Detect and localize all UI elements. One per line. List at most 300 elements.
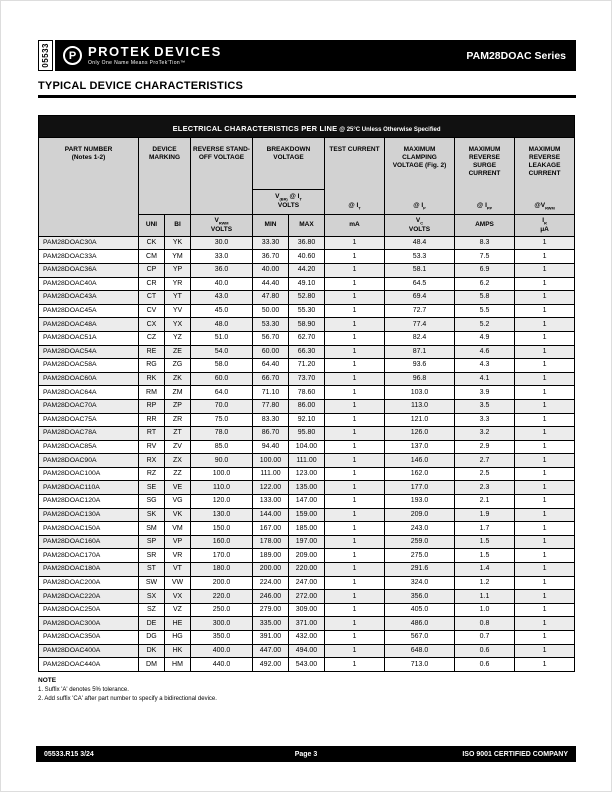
col-header-ir-ua: $I_R$ μA	[515, 214, 575, 236]
part-header-note: (Notes 1-2)	[71, 153, 106, 161]
cell-marking-uni: RE	[139, 345, 165, 359]
cell-surge-current: 2.9	[455, 440, 515, 454]
cell-leakage-current: 1	[515, 603, 575, 617]
cell-breakdown-max: 44.20	[289, 263, 325, 277]
table-row	[39, 563, 575, 577]
cell-breakdown-max: 123.00	[289, 467, 325, 481]
brand-name	[88, 45, 222, 58]
cell-test-current: 1	[325, 386, 385, 400]
cell-surge-current: 7.5	[455, 250, 515, 264]
cell-clamping-voltage: 103.0	[385, 386, 455, 400]
cell-clamping-voltage: 324.0	[385, 576, 455, 590]
cell-marking-bi: VP	[165, 535, 191, 549]
cell-standoff-voltage: 33.0	[191, 250, 253, 264]
cell-clamping-voltage: 405.0	[385, 603, 455, 617]
table-row	[39, 631, 575, 645]
cell-marking-bi: ZP	[165, 399, 191, 413]
cell-marking-bi: VW	[165, 576, 191, 590]
cell-breakdown-min: 178.00	[253, 535, 289, 549]
cell-test-current: 1	[325, 318, 385, 332]
cell-test-current: 1	[325, 304, 385, 318]
cell-marking-uni: RX	[139, 454, 165, 468]
cell-part-number: PAM28DOAC33A	[39, 250, 139, 264]
cell-part-number: PAM28DOAC440A	[39, 658, 139, 672]
table-row	[39, 522, 575, 536]
cell-leakage-current: 1	[515, 440, 575, 454]
cell-marking-uni: SG	[139, 495, 165, 509]
cell-clamping-voltage: 209.0	[385, 508, 455, 522]
cell-breakdown-min: 133.00	[253, 495, 289, 509]
col-header-part-number	[39, 137, 139, 236]
cell-test-current: 1	[325, 617, 385, 631]
table-row	[39, 427, 575, 441]
cell-breakdown-max: 309.00	[289, 603, 325, 617]
cell-breakdown-max: 247.00	[289, 576, 325, 590]
cell-leakage-current: 1	[515, 345, 575, 359]
cell-breakdown-max: 55.30	[289, 304, 325, 318]
cell-clamping-voltage: 356.0	[385, 590, 455, 604]
table-row	[39, 345, 575, 359]
cell-clamping-voltage: 58.1	[385, 263, 455, 277]
cell-breakdown-max: 49.10	[289, 277, 325, 291]
cell-clamping-voltage: 162.0	[385, 467, 455, 481]
table-row	[39, 304, 575, 318]
cell-leakage-current: 1	[515, 331, 575, 345]
cell-standoff-voltage: 60.0	[191, 372, 253, 386]
cell-clamping-voltage: 121.0	[385, 413, 455, 427]
cell-marking-uni: RV	[139, 440, 165, 454]
cell-marking-uni: DK	[139, 644, 165, 658]
cell-surge-current: 3.3	[455, 413, 515, 427]
cell-test-current: 1	[325, 563, 385, 577]
cell-clamping-voltage: 77.4	[385, 318, 455, 332]
test-current-label: TEST CURRENT	[329, 145, 380, 153]
cell-leakage-current: 1	[515, 617, 575, 631]
table-row	[39, 413, 575, 427]
cell-standoff-voltage: 48.0	[191, 318, 253, 332]
cell-leakage-current: 1	[515, 359, 575, 373]
table-title-main: ELECTRICAL CHARACTERISTICS PER LINE	[172, 124, 338, 133]
cell-test-current: 1	[325, 454, 385, 468]
cell-part-number: PAM28DOAC90A	[39, 454, 139, 468]
col-header-amps-unit: AMPS	[455, 214, 515, 236]
cell-leakage-current: 1	[515, 250, 575, 264]
footer-doc-rev: 05533.R15 3/24	[44, 750, 94, 758]
cell-breakdown-max: 66.30	[289, 345, 325, 359]
cell-standoff-voltage: 54.0	[191, 345, 253, 359]
cell-marking-uni: SX	[139, 590, 165, 604]
cell-clamping-voltage: 193.0	[385, 495, 455, 509]
cell-clamping-voltage: 713.0	[385, 658, 455, 672]
cell-breakdown-min: 246.00	[253, 590, 289, 604]
cell-marking-bi: YX	[165, 318, 191, 332]
cell-leakage-current: 1	[515, 427, 575, 441]
cell-test-current: 1	[325, 399, 385, 413]
cell-standoff-voltage: 250.0	[191, 603, 253, 617]
cell-clamping-voltage: 291.6	[385, 563, 455, 577]
cell-test-current: 1	[325, 631, 385, 645]
surge-current-symbol: @ $I_{PP}$	[476, 202, 493, 211]
cell-test-current: 1	[325, 508, 385, 522]
cell-part-number: PAM28DOAC54A	[39, 345, 139, 359]
footer-page-number: Page 3	[294, 750, 318, 758]
table-header-row-titles	[39, 137, 575, 189]
cell-part-number: PAM28DOAC100A	[39, 467, 139, 481]
cell-leakage-current: 1	[515, 644, 575, 658]
cell-test-current: 1	[325, 535, 385, 549]
cell-test-current: 1	[325, 427, 385, 441]
cell-part-number: PAM28DOAC150A	[39, 522, 139, 536]
col-header-leakage-current	[515, 137, 575, 214]
cell-surge-current: 0.6	[455, 658, 515, 672]
cell-surge-current: 2.1	[455, 495, 515, 509]
cell-marking-bi: YV	[165, 304, 191, 318]
cell-part-number: PAM28DOAC85A	[39, 440, 139, 454]
table-row	[39, 508, 575, 522]
cell-marking-uni: CR	[139, 277, 165, 291]
cell-clamping-voltage: 69.4	[385, 291, 455, 305]
cell-breakdown-max: 52.80	[289, 291, 325, 305]
cell-standoff-voltage: 350.0	[191, 631, 253, 645]
cell-test-current: 1	[325, 590, 385, 604]
cell-breakdown-max: 92.10	[289, 413, 325, 427]
brand-name-devices: DEVICES	[154, 44, 222, 59]
cell-part-number: PAM28DOAC220A	[39, 590, 139, 604]
cell-marking-uni: CZ	[139, 331, 165, 345]
col-header-min: MIN	[253, 214, 289, 236]
cell-part-number: PAM28DOAC43A	[39, 291, 139, 305]
cell-leakage-current: 1	[515, 467, 575, 481]
cell-clamping-voltage: 567.0	[385, 631, 455, 645]
note-line-1: 1. Suffix 'A' denotes 5% tolerance.	[38, 686, 129, 693]
col-header-device-marking: DEVICE MARKING	[139, 137, 191, 214]
cell-surge-current: 1.5	[455, 535, 515, 549]
cell-surge-current: 4.9	[455, 331, 515, 345]
cell-breakdown-max: 73.70	[289, 372, 325, 386]
table-row	[39, 386, 575, 400]
cell-breakdown-min: 144.00	[253, 508, 289, 522]
cell-marking-uni: SE	[139, 481, 165, 495]
cell-clamping-voltage: 113.0	[385, 399, 455, 413]
cell-part-number: PAM28DOAC400A	[39, 644, 139, 658]
col-header-vc-volts: $V_C$ VOLTS	[385, 214, 455, 236]
col-header-breakdown-voltage: BREAKDOWN VOLTAGE	[253, 137, 325, 189]
cell-marking-uni: RM	[139, 386, 165, 400]
cell-leakage-current: 1	[515, 291, 575, 305]
table-row	[39, 590, 575, 604]
cell-standoff-voltage: 200.0	[191, 576, 253, 590]
col-header-uni: UNI	[139, 214, 165, 236]
cell-breakdown-max: 86.00	[289, 399, 325, 413]
table-row	[39, 549, 575, 563]
cell-test-current: 1	[325, 331, 385, 345]
cell-breakdown-min: 60.00	[253, 345, 289, 359]
table-body	[39, 236, 575, 671]
cell-marking-bi: ZT	[165, 427, 191, 441]
cell-part-number: PAM28DOAC130A	[39, 508, 139, 522]
surge-current-label: MAXIMUM REVERSE SURGE CURRENT	[468, 145, 501, 177]
cell-part-number: PAM28DOAC60A	[39, 372, 139, 386]
col-header-max: MAX	[289, 214, 325, 236]
cell-leakage-current: 1	[515, 454, 575, 468]
cell-breakdown-min: 167.00	[253, 522, 289, 536]
cell-marking-uni: RT	[139, 427, 165, 441]
cell-surge-current: 0.7	[455, 631, 515, 645]
cell-part-number: PAM28DOAC250A	[39, 603, 139, 617]
cell-breakdown-max: 432.00	[289, 631, 325, 645]
cell-marking-bi: VE	[165, 481, 191, 495]
cell-leakage-current: 1	[515, 413, 575, 427]
cell-marking-bi: YK	[165, 236, 191, 250]
cell-marking-bi: VM	[165, 522, 191, 536]
cell-leakage-current: 1	[515, 318, 575, 332]
table-row	[39, 359, 575, 373]
cell-test-current: 1	[325, 277, 385, 291]
cell-leakage-current: 1	[515, 399, 575, 413]
cell-part-number: PAM28DOAC120A	[39, 495, 139, 509]
cell-leakage-current: 1	[515, 304, 575, 318]
cell-standoff-voltage: 150.0	[191, 522, 253, 536]
table-row	[39, 263, 575, 277]
brand-name-protek: PROTEK	[88, 44, 152, 59]
cell-marking-bi: HG	[165, 631, 191, 645]
cell-test-current: 1	[325, 372, 385, 386]
note-line-2: 2. Add suffix 'CA' after part number to specify a bidirectional device.	[38, 695, 217, 702]
cell-part-number: PAM28DOAC78A	[39, 427, 139, 441]
cell-marking-bi: VR	[165, 549, 191, 563]
cell-breakdown-min: 71.10	[253, 386, 289, 400]
cell-test-current: 1	[325, 263, 385, 277]
cell-test-current: 1	[325, 345, 385, 359]
cell-clamping-voltage: 72.7	[385, 304, 455, 318]
cell-surge-current: 3.5	[455, 399, 515, 413]
cell-leakage-current: 1	[515, 372, 575, 386]
table-row	[39, 467, 575, 481]
cell-marking-uni: DM	[139, 658, 165, 672]
table-row	[39, 454, 575, 468]
cell-breakdown-min: 86.70	[253, 427, 289, 441]
cell-standoff-voltage: 51.0	[191, 331, 253, 345]
cell-marking-uni: SZ	[139, 603, 165, 617]
cell-marking-uni: DE	[139, 617, 165, 631]
cell-leakage-current: 1	[515, 590, 575, 604]
cell-marking-bi: VT	[165, 563, 191, 577]
cell-test-current: 1	[325, 495, 385, 509]
cell-standoff-voltage: 58.0	[191, 359, 253, 373]
cell-standoff-voltage: 400.0	[191, 644, 253, 658]
cell-standoff-voltage: 64.0	[191, 386, 253, 400]
cell-marking-uni: SM	[139, 522, 165, 536]
table-row	[39, 399, 575, 413]
cell-leakage-current: 1	[515, 535, 575, 549]
cell-surge-current: 1.2	[455, 576, 515, 590]
cell-breakdown-max: 185.00	[289, 522, 325, 536]
cell-breakdown-min: 492.00	[253, 658, 289, 672]
cell-breakdown-min: 224.00	[253, 576, 289, 590]
cell-breakdown-max: 209.00	[289, 549, 325, 563]
cell-breakdown-max: 272.00	[289, 590, 325, 604]
cell-marking-bi: ZX	[165, 454, 191, 468]
cell-surge-current: 1.1	[455, 590, 515, 604]
cell-part-number: PAM28DOAC36A	[39, 263, 139, 277]
cell-breakdown-min: 33.30	[253, 236, 289, 250]
cell-breakdown-min: 44.40	[253, 277, 289, 291]
cell-standoff-voltage: 120.0	[191, 495, 253, 509]
cell-breakdown-min: 47.80	[253, 291, 289, 305]
cell-marking-bi: VX	[165, 590, 191, 604]
table-row	[39, 495, 575, 509]
cell-surge-current: 4.6	[455, 345, 515, 359]
cell-standoff-voltage: 220.0	[191, 590, 253, 604]
cell-leakage-current: 1	[515, 563, 575, 577]
cell-test-current: 1	[325, 467, 385, 481]
cell-clamping-voltage: 137.0	[385, 440, 455, 454]
cell-surge-current: 3.9	[455, 386, 515, 400]
cell-breakdown-max: 371.00	[289, 617, 325, 631]
cell-clamping-voltage: 259.0	[385, 535, 455, 549]
cell-breakdown-min: 36.70	[253, 250, 289, 264]
document-number: 05533	[41, 43, 50, 68]
cell-breakdown-max: 543.00	[289, 658, 325, 672]
cell-test-current: 1	[325, 481, 385, 495]
cell-marking-uni: CK	[139, 236, 165, 250]
cell-marking-bi: VZ	[165, 603, 191, 617]
cell-breakdown-min: 56.70	[253, 331, 289, 345]
cell-breakdown-min: 66.70	[253, 372, 289, 386]
cell-test-current: 1	[325, 359, 385, 373]
part-header-label: PART NUMBER	[64, 145, 113, 153]
cell-leakage-current: 1	[515, 522, 575, 536]
cell-test-current: 1	[325, 250, 385, 264]
table-row	[39, 617, 575, 631]
cell-marking-bi: ZZ	[165, 467, 191, 481]
protek-logo-icon	[63, 46, 82, 65]
cell-clamping-voltage: 177.0	[385, 481, 455, 495]
cell-breakdown-min: 94.40	[253, 440, 289, 454]
cell-part-number: PAM28DOAC58A	[39, 359, 139, 373]
cell-clamping-voltage: 243.0	[385, 522, 455, 536]
cell-standoff-voltage: 100.0	[191, 467, 253, 481]
cell-surge-current: 1.4	[455, 563, 515, 577]
table-row	[39, 576, 575, 590]
cell-breakdown-max: 95.80	[289, 427, 325, 441]
cell-surge-current: 6.2	[455, 277, 515, 291]
cell-standoff-voltage: 170.0	[191, 549, 253, 563]
cell-marking-uni: CP	[139, 263, 165, 277]
cell-marking-bi: ZM	[165, 386, 191, 400]
cell-breakdown-min: 391.00	[253, 631, 289, 645]
col-header-vrwm-volts: $V_{RWM}$ VOLTS	[191, 214, 253, 236]
cell-surge-current: 5.2	[455, 318, 515, 332]
cell-breakdown-max: 197.00	[289, 535, 325, 549]
col-header-test-current	[325, 137, 385, 214]
cell-clamping-voltage: 275.0	[385, 549, 455, 563]
cell-part-number: PAM28DOAC48A	[39, 318, 139, 332]
col-header-standoff-voltage: REVERSE STAND-OFF VOLTAGE	[191, 137, 253, 214]
cell-surge-current: 3.2	[455, 427, 515, 441]
cell-part-number: PAM28DOAC170A	[39, 549, 139, 563]
cell-part-number: PAM28DOAC51A	[39, 331, 139, 345]
cell-surge-current: 1.7	[455, 522, 515, 536]
characteristics-table	[38, 115, 575, 672]
table-row	[39, 603, 575, 617]
cell-standoff-voltage: 300.0	[191, 617, 253, 631]
cell-marking-uni: ST	[139, 563, 165, 577]
table-row	[39, 318, 575, 332]
cell-clamping-voltage: 82.4	[385, 331, 455, 345]
cell-surge-current: 4.3	[455, 359, 515, 373]
cell-part-number: PAM28DOAC350A	[39, 631, 139, 645]
cell-breakdown-min: 77.80	[253, 399, 289, 413]
cell-part-number: PAM28DOAC45A	[39, 304, 139, 318]
cell-surge-current: 5.5	[455, 304, 515, 318]
table-title-row	[39, 116, 575, 138]
cell-test-current: 1	[325, 291, 385, 305]
cell-marking-bi: HK	[165, 644, 191, 658]
cell-marking-uni: RR	[139, 413, 165, 427]
series-title: PAM28DOAC Series	[466, 49, 566, 62]
cell-breakdown-max: 220.00	[289, 563, 325, 577]
table-row	[39, 250, 575, 264]
col-header-surge-current	[455, 137, 515, 214]
cell-standoff-voltage: 40.0	[191, 277, 253, 291]
cell-surge-current: 4.1	[455, 372, 515, 386]
cell-test-current: 1	[325, 522, 385, 536]
cell-surge-current: 2.7	[455, 454, 515, 468]
cell-leakage-current: 1	[515, 481, 575, 495]
banner-bar	[55, 40, 576, 71]
cell-breakdown-min: 40.00	[253, 263, 289, 277]
col-header-clamping-voltage	[385, 137, 455, 214]
table-row	[39, 535, 575, 549]
cell-clamping-voltage: 48.4	[385, 236, 455, 250]
cell-test-current: 1	[325, 658, 385, 672]
notes-section	[38, 676, 576, 704]
cell-marking-uni: SK	[139, 508, 165, 522]
cell-breakdown-max: 62.70	[289, 331, 325, 345]
cell-part-number: PAM28DOAC40A	[39, 277, 139, 291]
cell-part-number: PAM28DOAC64A	[39, 386, 139, 400]
cell-marking-uni: DG	[139, 631, 165, 645]
cell-standoff-voltage: 90.0	[191, 454, 253, 468]
cell-leakage-current: 1	[515, 495, 575, 509]
cell-leakage-current: 1	[515, 263, 575, 277]
cell-standoff-voltage: 85.0	[191, 440, 253, 454]
table-row	[39, 331, 575, 345]
leakage-current-label: MAXIMUM REVERSE LEAKAGE CURRENT	[528, 145, 561, 177]
col-header-bi: BI	[165, 214, 191, 236]
cell-part-number: PAM28DOAC75A	[39, 413, 139, 427]
cell-standoff-voltage: 36.0	[191, 263, 253, 277]
cell-marking-bi: ZR	[165, 413, 191, 427]
cell-leakage-current: 1	[515, 658, 575, 672]
cell-part-number: PAM28DOAC110A	[39, 481, 139, 495]
cell-marking-bi: YM	[165, 250, 191, 264]
cell-part-number: PAM28DOAC70A	[39, 399, 139, 413]
cell-leakage-current: 1	[515, 386, 575, 400]
cell-part-number: PAM28DOAC180A	[39, 563, 139, 577]
cell-breakdown-min: 111.00	[253, 467, 289, 481]
clamping-voltage-symbol: @ $I_P$	[413, 202, 426, 211]
cell-standoff-voltage: 30.0	[191, 236, 253, 250]
cell-test-current: 1	[325, 576, 385, 590]
cell-clamping-voltage: 96.8	[385, 372, 455, 386]
table-row	[39, 658, 575, 672]
cell-breakdown-min: 189.00	[253, 549, 289, 563]
col-header-vbr-symbol: $V_{(BR)}$ @ $I_T$ VOLTS	[253, 189, 325, 214]
cell-marking-bi: HM	[165, 658, 191, 672]
cell-standoff-voltage: 130.0	[191, 508, 253, 522]
